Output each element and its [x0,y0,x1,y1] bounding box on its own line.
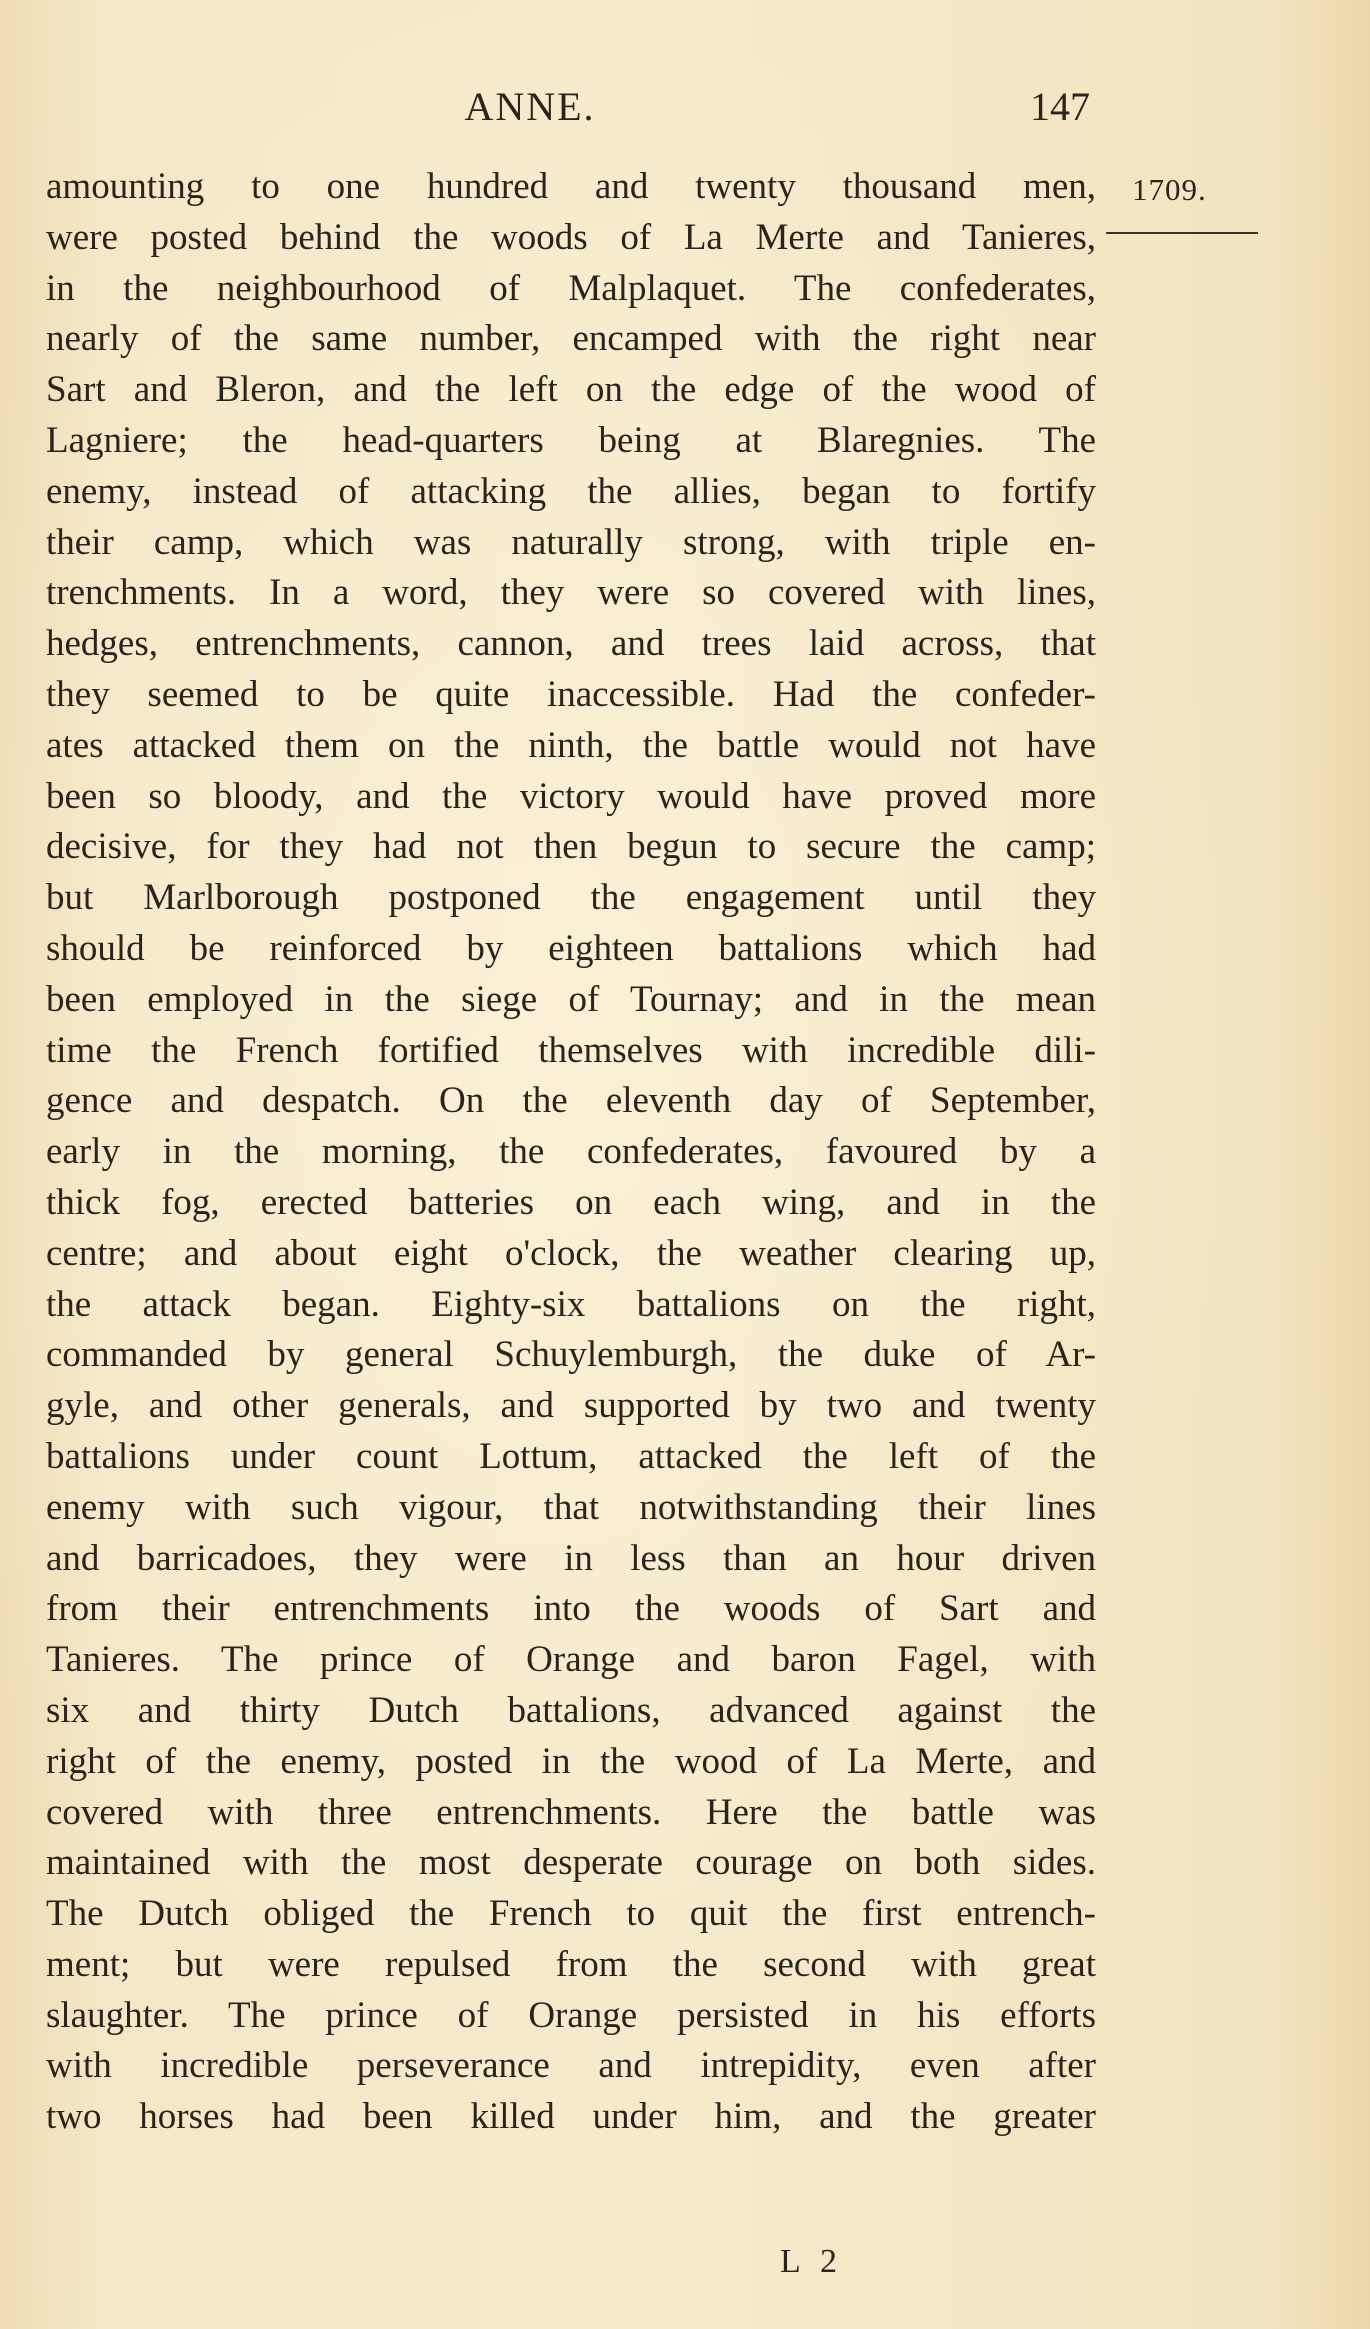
text-line: The Dutch obliged the French to quit the first entrench- [46,1893,1096,1935]
text-line: should be reinforced by eighteen battalions which had [46,927,1096,969]
text-line: nearly of the same number, encamped with the right near [46,318,1096,360]
text-line: ates attacked them on the ninth, the battle would not have [46,724,1096,766]
margin-rule [1106,232,1258,234]
text-line: but Marlborough postponed the engagement until they [46,877,1096,919]
text-line: been employed in the siege of Tournay; and in the mean [46,978,1096,1020]
text-line: hedges, entrenchments, cannon, and trees laid across, that [46,623,1096,665]
text-line: two horses had been killed under him, and the greater [46,2096,1096,2138]
text-line: covered with three entrenchments. Here the battle was [46,1791,1096,1833]
text-line: were posted behind the woods of La Merte and Tanieres, [46,216,1096,258]
text-line: from their entrenchments into the woods of Sart and [46,1588,1096,1630]
text-line: enemy with such vigour, that notwithstanding their lines [46,1486,1096,1528]
running-head-title: ANNE. [464,84,596,129]
text-line: slaughter. The prince of Orange persisted in his efforts [46,1994,1096,2036]
text-line: right of the enemy, posted in the wood of La Merte, and [46,1740,1096,1782]
text-line: Tanieres. The prince of Orange and baron Fagel, with [46,1639,1096,1681]
text-line: trenchments. In a word, they were so covered with lines, [46,572,1096,614]
signature-mark: L 2 [780,2243,844,2280]
text-line: amounting to one hundred and twenty thousand men, [46,166,1096,207]
text-line: with incredible perseverance and intrepidity, even after [46,2045,1096,2087]
text-line: gence and despatch. On the eleventh day of September, [46,1080,1096,1122]
text-line: been so bloody, and the victory would have proved more [46,775,1096,817]
text-line: commanded by general Schuylemburgh, the duke of Ar- [46,1334,1096,1376]
text-line: battalions under count Lottum, attacked the left of the [46,1435,1096,1477]
text-line: in the neighbourhood of Malplaquet. The confederates, [46,267,1096,309]
text-line: the attack began. Eighty-six battalions on the right, [46,1283,1096,1325]
text-line: six and thirty Dutch battalions, advanced against the [46,1689,1096,1731]
text-line: thick fog, erected batteries on each wing, and in the [46,1181,1096,1223]
text-line: their camp, which was naturally strong, with triple en- [46,521,1096,563]
text-line: maintained with the most desperate courage on both sides. [46,1842,1096,1884]
text-line: time the French fortified themselves with incredible dili- [46,1029,1096,1071]
text-line: enemy, instead of attacking the allies, began to fortify [46,470,1096,512]
text-line: gyle, and other generals, and supported by two and twenty [46,1385,1096,1427]
text-line: early in the morning, the confederates, favoured by a [46,1131,1096,1173]
margin-year-note: 1709. [1132,172,1207,207]
text-line: decisive, for they had not then begun to secure the camp; [46,826,1096,868]
body-text [46,162,1096,2143]
text-line: and barricadoes, they were in less than an hour driven [46,1537,1096,1579]
text-line: Sart and Bleron, and the left on the edge of the wood of [46,369,1096,411]
text-line: they seemed to be quite inaccessible. Had the confeder- [46,673,1096,715]
text-line: ment; but were repulsed from the second with great [46,1943,1096,1985]
text-line: centre; and about eight o'clock, the weather clearing up, [46,1232,1096,1274]
text-line: Lagniere; the head-quarters being at Blaregnies. The [46,419,1096,461]
page-number: 147 [1030,84,1090,129]
